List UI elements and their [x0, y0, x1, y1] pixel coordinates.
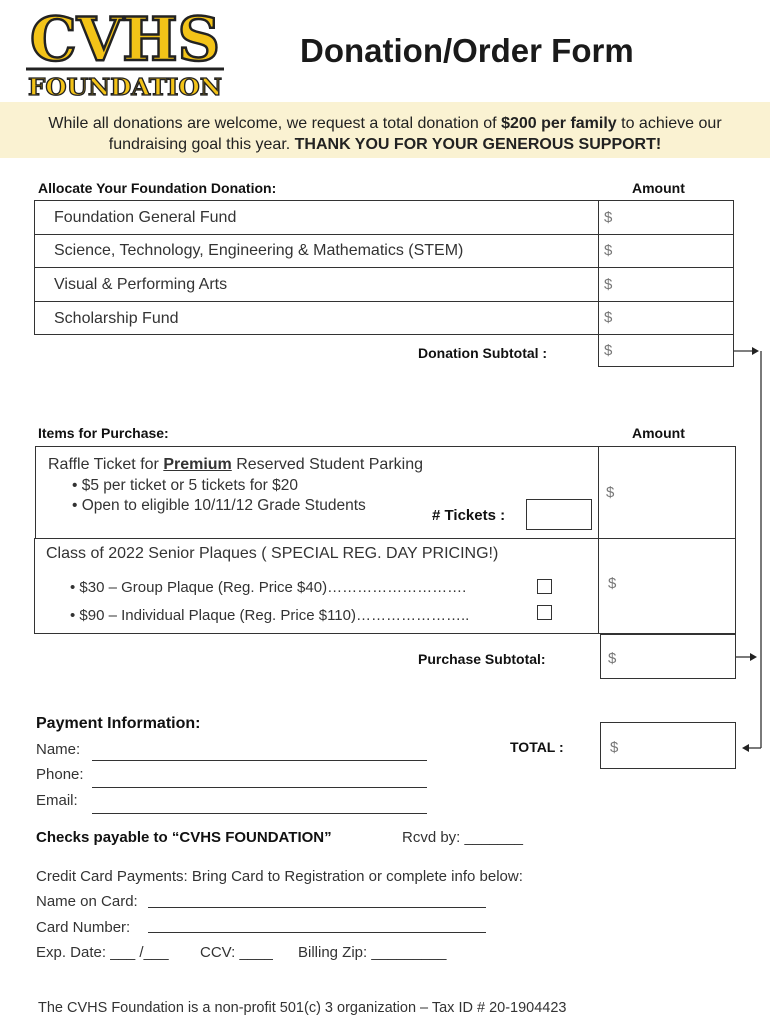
page-title: Donation/Order Form [300, 32, 634, 69]
amount-column-divider [598, 200, 599, 335]
fund-scholarship-amount[interactable]: $ [604, 309, 613, 326]
total-amount: $ [610, 739, 619, 756]
row-divider [34, 234, 734, 235]
fund-stem-amount[interactable]: $ [604, 242, 613, 259]
svg-text:FOUNDATION: FOUNDATION [28, 74, 222, 100]
banner-line1-end: to achieve our [616, 115, 722, 132]
credit-card-instructions: Credit Card Payments: Bring Card to Registration or complete info below: [36, 868, 523, 885]
fund-stem-label: Science, Technology, Engineering & Mathematics (STEM) [54, 242, 464, 259]
raffle-amount[interactable]: $ [606, 484, 615, 501]
purchase-amount-heading: Amount [632, 425, 685, 441]
tickets-label: # Tickets : [432, 507, 506, 524]
email-label: Email: [36, 792, 78, 809]
ccv-field[interactable]: CCV: ____ [200, 944, 273, 961]
raffle-premium: Premium [163, 456, 232, 473]
raffle-title [48, 456, 423, 474]
amount-column-divider [598, 446, 599, 539]
name-field[interactable] [92, 760, 427, 761]
fund-arts-label: Visual & Performing Arts [54, 276, 228, 293]
raffle-bullet-price: • $5 per ticket or 5 tickets for $20 [72, 477, 298, 494]
banner-line2: fundraising goal this year. [108, 136, 295, 153]
total-box[interactable] [600, 722, 736, 769]
raffle-bullet-eligibility: • Open to eligible 10/11/12 Grade Students [72, 497, 366, 514]
payment-heading: Payment Information: [36, 715, 201, 732]
row-divider [34, 301, 734, 302]
phone-label: Phone: [36, 766, 84, 783]
card-number-field[interactable] [148, 932, 486, 933]
fund-general-label: Foundation General Fund [54, 209, 237, 226]
footer-note: The CVHS Foundation is a non-profit 501(c) 3 organization – Tax ID # 20-1904423 [38, 1000, 567, 1016]
donation-heading: Allocate Your Foundation Donation: [38, 180, 277, 196]
name-on-card-label: Name on Card: [36, 893, 138, 910]
name-label: Name: [36, 741, 81, 758]
checks-payable-label: Checks payable to “CVHS FOUNDATION” [36, 829, 332, 846]
foundation-logo-text [26, 66, 226, 100]
fund-scholarship-label: Scholarship Fund [54, 310, 179, 327]
donation-subtotal-label: Donation Subtotal : [418, 345, 548, 361]
amount-column-divider [598, 538, 599, 634]
purchase-heading: Items for Purchase: [38, 425, 169, 441]
raffle-title-pre: Raffle Ticket for [48, 456, 164, 473]
phone-field[interactable] [92, 787, 427, 788]
raffle-title-post: Reserved Student Parking [231, 456, 423, 473]
individual-plaque-option: • $90 – Individual Plaque (Reg. Price $110)………………….. [70, 607, 470, 624]
card-number-label: Card Number: [36, 919, 131, 936]
individual-plaque-checkbox[interactable] [537, 605, 552, 620]
exp-date-field[interactable]: Exp. Date: ___ /___ [36, 944, 169, 961]
plaques-amount[interactable]: $ [608, 575, 617, 592]
banner-amount: $200 per family [501, 115, 617, 132]
subtotal-arrows [730, 340, 770, 760]
fund-arts-amount[interactable]: $ [604, 276, 613, 293]
total-label: TOTAL : [510, 739, 564, 755]
cvhs-logo [28, 4, 228, 70]
banner-line1: While all donations are welcome, we request a total donation of [48, 115, 502, 132]
email-field[interactable] [92, 813, 427, 814]
purchase-subtotal-box[interactable] [600, 634, 736, 679]
banner-text [0, 113, 770, 155]
name-on-card-field[interactable] [148, 907, 486, 908]
plaques-title: Class of 2022 Senior Plaques ( SPECIAL REG. DAY PRICING!) [46, 545, 499, 562]
donation-subtotal-box[interactable] [598, 334, 734, 367]
received-by-label: Rcvd by: _______ [402, 829, 523, 846]
tickets-input[interactable] [526, 499, 592, 530]
billing-zip-field[interactable]: Billing Zip: _________ [298, 944, 447, 961]
donation-subtotal-amount: $ [604, 342, 613, 359]
row-divider [34, 267, 734, 268]
banner-thanks: THANK YOU FOR YOUR GENEROUS SUPPORT! [294, 136, 662, 153]
purchase-subtotal-amount: $ [608, 650, 617, 667]
purchase-subtotal-label: Purchase Subtotal: [418, 651, 546, 667]
svg-text:CVHS: CVHS [30, 5, 220, 70]
group-plaque-option: • $30 – Group Plaque (Reg. Price $40)………………………. [70, 579, 467, 596]
fund-general-amount[interactable]: $ [604, 209, 613, 226]
group-plaque-checkbox[interactable] [537, 579, 552, 594]
donation-amount-heading: Amount [632, 180, 685, 196]
